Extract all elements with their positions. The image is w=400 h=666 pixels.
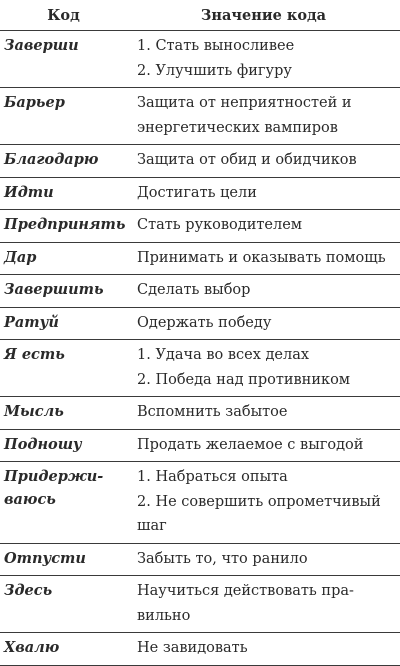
code-text: Мысль: [4, 403, 64, 420]
meaning-text: Забыть то, что ранило: [137, 550, 308, 567]
table-row: [0, 210, 400, 243]
table-row: [0, 633, 400, 666]
meaning-cell: [127, 543, 400, 576]
meaning-text: Стать руководителем: [137, 217, 303, 233]
code-text: Идти: [4, 183, 54, 201]
table-row: [0, 307, 400, 340]
code-text: Барьер: [4, 94, 65, 111]
code-text: Благодарю: [4, 151, 99, 168]
table-row: [0, 576, 400, 633]
meaning-text: Одержать победу: [137, 314, 272, 331]
meaning-text: Защита от обид и обидчиков: [137, 152, 357, 168]
meaning-text: 2. Улучшить фигуру: [137, 62, 292, 79]
code-text: Дар: [4, 248, 37, 266]
code-cell: [0, 397, 127, 430]
code-text: Придержи-: [4, 468, 104, 485]
table-row: [0, 88, 400, 145]
table-row: [0, 145, 400, 178]
code-text: ваюсь: [4, 491, 56, 508]
code-cell: [0, 307, 127, 340]
table-row: [0, 31, 400, 88]
meaning-cell: [127, 177, 400, 210]
meaning-cell: [127, 576, 400, 633]
meaning-cell: [127, 31, 400, 88]
table-row: [0, 177, 400, 210]
table-body: [0, 31, 400, 666]
meaning-cell: [127, 242, 400, 275]
code-cell: [0, 429, 127, 462]
code-cell: [0, 543, 127, 576]
table-header: [0, 0, 400, 31]
table-row: [0, 340, 400, 397]
meaning-cell: [127, 145, 400, 178]
code-cell: [0, 576, 127, 633]
meaning-text: 2. Победа над противником: [137, 371, 351, 388]
code-cell: [0, 275, 127, 308]
code-cell: [0, 340, 127, 397]
code-text: Здесь: [4, 582, 53, 599]
code-cell: [0, 177, 127, 210]
code-text: Подношу: [4, 435, 82, 453]
table-row: [0, 462, 400, 544]
code-text: Заверши: [4, 37, 79, 54]
code-cell: [0, 145, 127, 178]
code-cell: [0, 633, 127, 666]
header-code: Код: [0, 0, 127, 31]
table-row: [0, 543, 400, 576]
meaning-text: Защита от неприятностей и: [137, 95, 352, 111]
meaning-text: шаг: [137, 518, 167, 534]
meaning-cell: [127, 307, 400, 340]
code-cell: [0, 88, 127, 145]
code-cell: [0, 210, 127, 243]
meaning-text: энергетических вампиров: [137, 119, 338, 136]
header-meaning: Значение кода: [127, 0, 400, 31]
meaning-text: Сделать выбор: [137, 282, 251, 298]
code-text: Ратуй: [4, 313, 59, 331]
code-text: Предпринять: [4, 216, 126, 233]
code-cell: [0, 242, 127, 275]
meaning-text: вильно: [137, 607, 191, 624]
code-text: Отпусти: [4, 549, 86, 567]
code-text: Я есть: [4, 346, 65, 363]
header-row: [0, 0, 400, 31]
meaning-text: 2. Не совершить опрометчивый: [137, 493, 381, 510]
meaning-text: 1. Стать выносливее: [137, 38, 295, 54]
meaning-cell: [127, 210, 400, 243]
table-row: [0, 242, 400, 275]
code-cell: [0, 31, 127, 88]
meaning-text: Вспомнить забытое: [137, 404, 288, 420]
code-text: Хвалю: [4, 639, 60, 656]
meaning-cell: [127, 340, 400, 397]
table-row: [0, 275, 400, 308]
table-row: [0, 397, 400, 430]
meaning-text: Научиться действовать пра-: [137, 583, 354, 599]
meaning-cell: [127, 429, 400, 462]
code-text: Завершить: [4, 281, 104, 298]
meaning-cell: [127, 633, 400, 666]
meaning-cell: [127, 397, 400, 430]
meaning-cell: [127, 88, 400, 145]
meaning-text: Не завидовать: [137, 640, 248, 656]
meaning-text: Достигать цели: [137, 184, 257, 201]
meaning-text: Продать желаемое с выгодой: [137, 436, 364, 453]
meaning-cell: [127, 462, 400, 544]
code-cell: [0, 462, 127, 544]
table-row: [0, 429, 400, 462]
meaning-cell: [127, 275, 400, 308]
meaning-text: 1. Набраться опыта: [137, 469, 288, 485]
meaning-text: Принимать и оказывать помощь: [137, 249, 386, 266]
meaning-text: 1. Удача во всех делах: [137, 347, 310, 363]
